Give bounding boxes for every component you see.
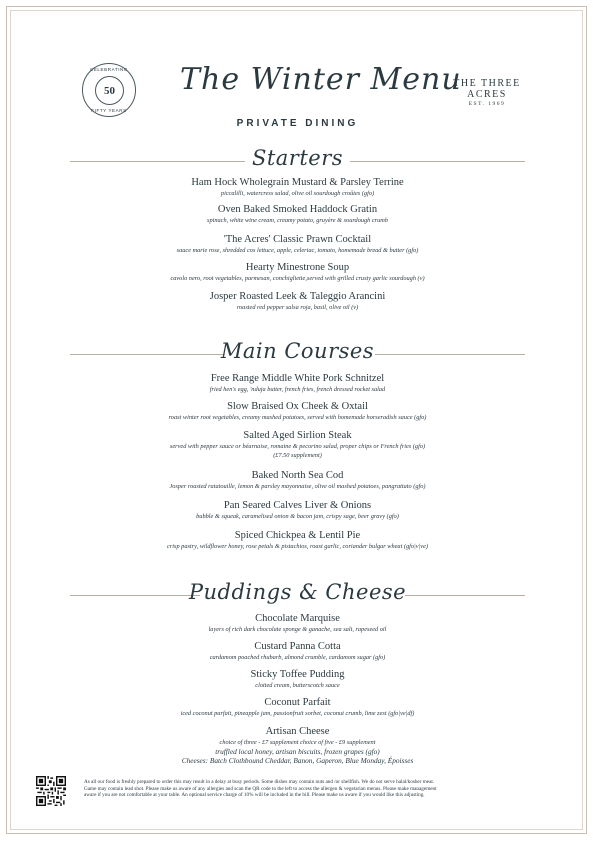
item-name: Josper Roasted Leek & Taleggio Arancini [209, 291, 386, 302]
list-item [20, 177, 575, 204]
list-item [20, 234, 575, 262]
list-item [20, 373, 575, 401]
item-name: Sticky Toffee Pudding [250, 669, 345, 680]
starters-section-heading [30, 146, 565, 176]
badge-number: 50 [104, 84, 115, 97]
starters-heading: Starters [251, 146, 344, 170]
item-desc: bubble & squeak, caramelised onion & bacon jam, crispy sage, beer gravy (gfo) [196, 513, 399, 520]
item-desc: fried hen's egg, 'nduja butter, french fries, french dressed rocket salad [209, 386, 386, 393]
allergen-notice [84, 779, 562, 799]
list-item [20, 500, 575, 530]
list-item [20, 430, 575, 470]
item-supplement: (£7.50 supplement) [273, 452, 322, 459]
item-desc-extra: truffled local honey, artisan biscuits, frozen grapes (gfo) [215, 747, 380, 756]
item-name: Slow Braised Ox Cheek & Oxtail [227, 401, 368, 412]
menu-title: The Winter Menu [180, 62, 462, 97]
item-desc: choice of three - £7 supplement choice of five - £9 supplement [219, 739, 376, 746]
item-desc: crisp pastry, wildflower honey, rose petals & pistachios, roast garlic, coriander bulgar wheat (gfo|v|ve) [167, 543, 428, 550]
notice-line: Game may contain lead shot. Please make us aware of any allergies and scan the QR code to the left to access the allergen & vegetarian menus. Please make management [84, 785, 437, 792]
list-item [20, 641, 575, 669]
list-item [20, 204, 575, 234]
list-item [20, 470, 575, 500]
item-desc: sauce marie rose, shredded cos lettuce, apple, celeriac, tomato, homemade bread & butter (gfo) [176, 247, 419, 254]
brand-name: THE THREE ACRES [453, 78, 521, 100]
list-item [20, 726, 575, 766]
item-desc: roasted red pepper salsa roja, basil, olive oil (v) [236, 304, 359, 311]
list-item [20, 530, 575, 558]
item-name: 'The Acres' Classic Prawn Cocktail [223, 234, 372, 245]
item-desc: cardamom poached rhubarb, almond crumble, cardamom sugar (gfo) [209, 654, 386, 661]
item-desc: layers of rich dark chocolate sponge & ganache, sea salt, rapeseed oil [208, 626, 387, 633]
item-name: Custard Panna Cotta [254, 641, 341, 652]
item-desc: clotted cream, butterscotch sauce [255, 682, 340, 689]
list-item [20, 291, 575, 318]
item-name: Free Range Middle White Pork Schnitzel [210, 373, 385, 384]
item-name: Spiced Chickpea & Lentil Pie [234, 530, 361, 541]
item-name: Ham Hock Wholegrain Mustard & Parsley Terrine [191, 177, 404, 188]
badge-top-text: CELEBRATING [89, 67, 129, 72]
item-name: Hearty Minestrone Soup [245, 262, 350, 273]
brand-est: EST. 1969 [468, 101, 506, 107]
list-item [20, 697, 575, 726]
item-cheese-list: Cheeses: Batch Clothbound Cheddar, Banon, Gaperon, Blue Monday, Époisses [181, 756, 414, 765]
item-name: Chocolate Marquise [255, 613, 340, 624]
notice-line: aware if you are not comfortable at your table. An optional service charge of 10% will be included in the bill. Please make us aware if you would like this adjusting. [84, 792, 425, 799]
item-name: Oven Baked Smoked Haddock Gratin [217, 204, 378, 215]
puddings-heading: Puddings & Cheese [188, 580, 407, 604]
mains-list [20, 373, 575, 558]
list-item [20, 262, 575, 291]
item-desc: Josper roasted ratatouille, lemon & parsley mayonnaise, olive oil mashed potatoes, pangrattato (gfo) [169, 483, 426, 490]
anniversary-badge-icon [82, 63, 136, 117]
puddings-list [20, 613, 575, 766]
list-item [20, 669, 575, 697]
qr-code-icon[interactable] [36, 776, 66, 806]
list-item [20, 613, 575, 641]
page-subtitle: PRIVATE DINING [236, 118, 359, 129]
item-name: Pan Seared Calves Liver & Onions [223, 500, 372, 511]
item-name: Coconut Parfait [264, 697, 331, 708]
mains-section-heading [30, 339, 565, 369]
item-name: Baked North Sea Cod [251, 470, 344, 481]
item-desc: iced coconut parfait, pineapple jam, passionfruit sorbet, coconut crumb, lime zest (gfo|ve|df) [180, 710, 415, 717]
notice-line: As all our food is freshly prepared to order this may result in a delay at busy periods. Some dishes may contain nuts and /or shellfish. We do not serve halal/kosher meat. [84, 779, 435, 785]
starters-list [20, 177, 575, 318]
puddings-section-heading [30, 580, 565, 610]
item-name: Artisan Cheese [265, 726, 330, 737]
badge-bottom-text: FIFTY YEARS [91, 108, 127, 113]
item-desc: spinach, white wine cream, creamy potato, gruyère & sourdough crumb [207, 217, 388, 224]
item-desc: served with pepper sauce or béarnaise, romaine & pecorino salad, proper chips or French fries (gfo) [169, 443, 426, 450]
item-desc: cavolo nero, root vegetables, parmesan, conchigliette,served with grilled crusty garlic sourdough (v) [170, 275, 425, 282]
item-desc: roast winter root vegetables, creamy mashed potatoes, served with homemade horseradish sauce (gfo) [168, 414, 427, 421]
mains-heading: Main Courses [220, 339, 375, 363]
list-item [20, 401, 575, 430]
item-desc: piccalilli, watercress salad, olive oil sourdough croûtes (gfo) [220, 190, 375, 197]
brand-logo [432, 78, 542, 107]
item-name: Salted Aged Sirlion Steak [243, 430, 352, 441]
